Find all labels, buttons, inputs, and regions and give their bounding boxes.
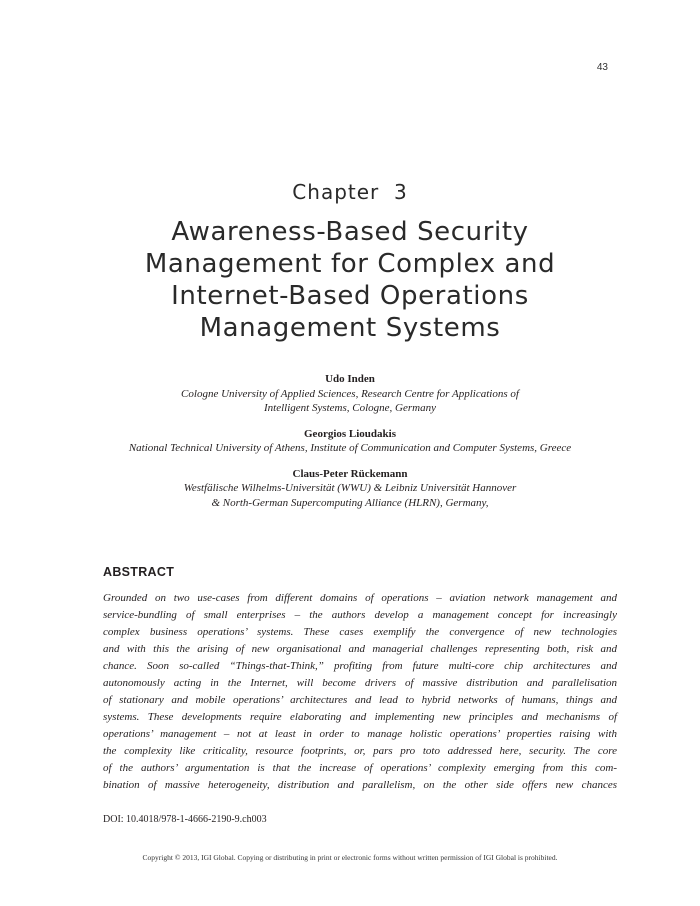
- abstract-line: bination of massive heterogeneity, distribution and parallelism, on the other side offers new chances: [103, 779, 617, 791]
- author-name: Claus-Peter Rückemann: [292, 467, 408, 480]
- author-block: [90, 372, 610, 416]
- chapter-label: Chapter 3: [292, 180, 408, 204]
- author-list: [90, 372, 610, 521]
- abstract-line: autonomously acting in the Internet, will become drivers of massive distribution and parallelisation: [103, 677, 617, 689]
- abstract-line: complex business operations’ systems. These cases exemplify the convergence of new technologies: [103, 626, 617, 638]
- abstract-line: of stationary and mobile operations’ architectures and lead to hybrid networks of humans, things and: [103, 694, 617, 706]
- abstract-heading: ABSTRACT: [103, 565, 175, 579]
- author-name: Udo Inden: [325, 373, 375, 385]
- author-affiliation-line: Intelligent Systems, Cologne, Germany: [264, 402, 436, 414]
- author-affiliation-line: Cologne University of Applied Sciences, Research Centre for Applications of: [181, 387, 519, 400]
- doi: DOI: 10.4018/978-1-4666-2190-9.ch003: [103, 814, 267, 825]
- abstract-line: operations’ management – not at least in order to manage holistic operations’ properties raising with: [103, 728, 617, 740]
- author-block: [90, 467, 610, 511]
- abstract-line: service-bundling of small enterprises – the authors develop a management concept for increasingly: [103, 609, 617, 621]
- author-name: Georgios Lioudakis: [304, 427, 396, 440]
- abstract-line: the complexity like criticality, resource footprints, or, pars pro toto addressed here, security. The core: [103, 745, 617, 757]
- author-affiliation-line: National Technical University of Athens, Institute of Communication and Computer Systems, Greece: [128, 442, 572, 454]
- author-affiliation-line: Westfälische Wilhelms-Universität (WWU) & Leibniz Universität Hannover: [183, 482, 517, 494]
- abstract-line: systems. These developments require elaborating and implementing new principles and mechanisms of: [103, 711, 617, 723]
- copyright-notice: Copyright © 2013, IGI Global. Copying or distributing in print or electronic forms without written permission of IGI Global is prohibited.: [142, 853, 558, 862]
- author-block: [90, 427, 610, 456]
- author-affiliation-line: & North-German Supercomputing Alliance (HLRN), Germany,: [211, 496, 489, 509]
- chapter-title: Awareness-Based Security Management for Complex and Internet-Based Operations Management Systems: [144, 217, 556, 343]
- page-number: 43: [596, 62, 608, 73]
- abstract-body: [103, 590, 617, 794]
- abstract-line: of the authors’ argumentation is that the increase of operations’ complexity emerging from this com-: [103, 762, 617, 774]
- abstract-line: chance. Soon so-called “Things-that-Think,” profiting from future multi-core chip architectures and: [103, 660, 617, 672]
- abstract-line: and with this the arising of new organisational and managerial challenges representing both, risk and: [103, 643, 617, 655]
- abstract-line: Grounded on two use-cases from different domains of operations – aviation network management and: [103, 592, 617, 604]
